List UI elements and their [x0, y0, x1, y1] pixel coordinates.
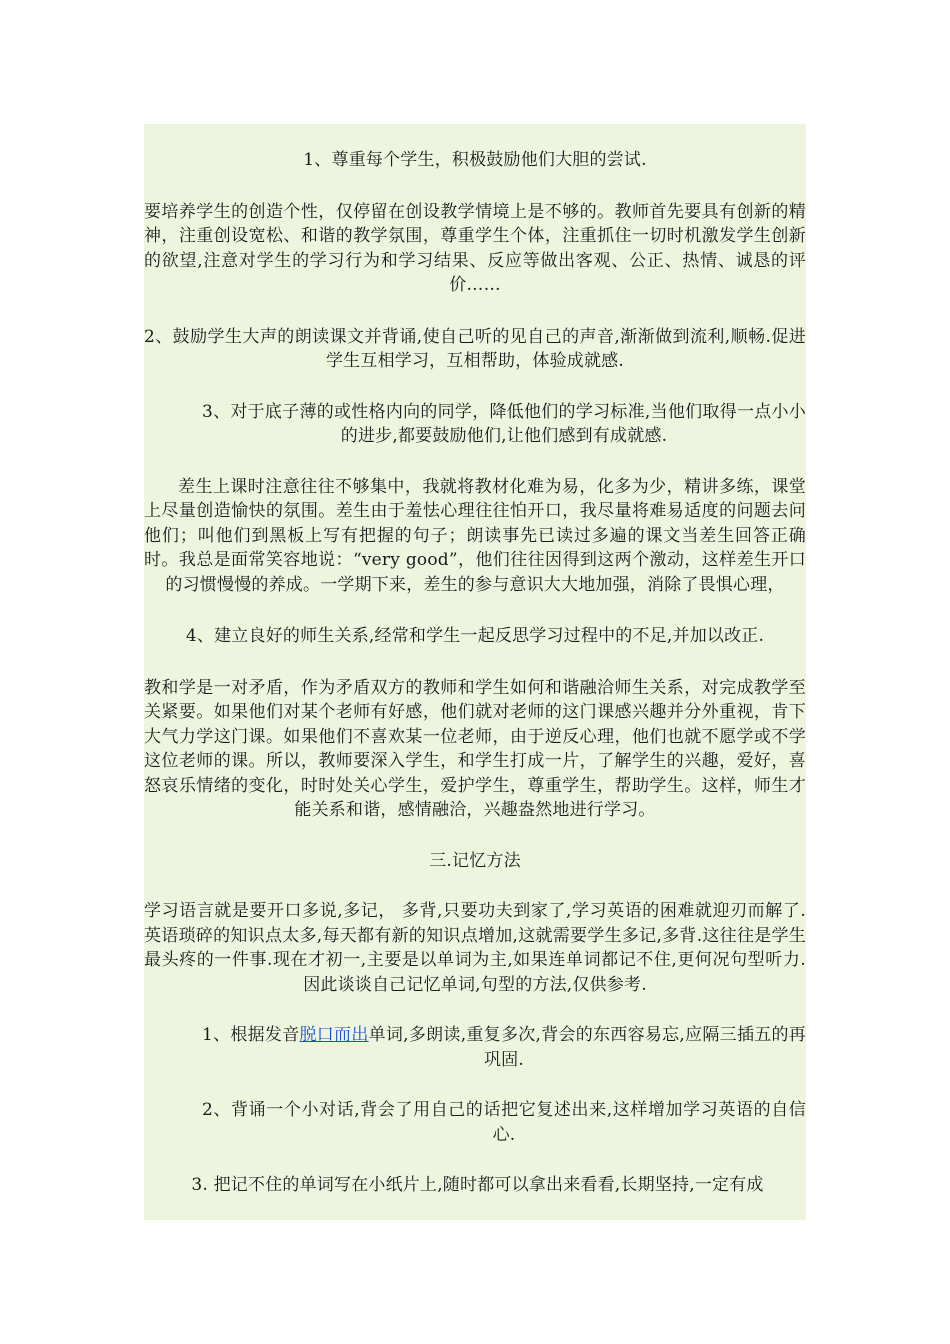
document-page [144, 124, 806, 1220]
memory-point-1-after: 单词,多朗读,重复多次,背会的东西容易忘,应隔三插五的再巩固. [368, 1025, 806, 1070]
paragraph-weak-students: 差生上课时注意往往不够集中，我就将教材化难为易，化多为少，精讲多练，课堂上尽量创造愉快的氛围。差生由于羞怯心理往往怕开口，我尽量将难易适度的问题去问他们；叫他们到黑板上写有把握的句子；朗读事先已读过多遍的课文当差生回答正确时。我总是面常笑容地说：“very good”，他们往往因得到这两个激动，这样差生开口的习惯慢慢的养成。一学期下来，差生的参与意识大大地加强，消除了畏惧心理， [144, 476, 806, 595]
point-1-heading: 1、尊重每个学生，积极鼓励他们大胆的尝试. [303, 150, 647, 170]
point-2-text: 2、鼓励学生大声的朗读课文并背诵,使自己听的见自己的声音,渐渐做到流利,顺畅.促进学生互相学习，互相帮助，体验成就感. [144, 326, 806, 371]
memory-point-2: 2、背诵一个小对话,背会了用自己的话把它复述出来,这样增加学习英语的自信心. [202, 1100, 806, 1145]
memory-point-1 [144, 1023, 806, 1072]
point-3-text: 3、对于底子薄的或性格内向的同学，降低他们的学习标准,当他们取得一点小小的进步,都要鼓励他们,让他们感到有成就感. [202, 401, 806, 446]
paragraph-creativity: 要培养学生的创造个性，仅停留在创设教学情境上是不够的。教师首先要具有创新的精神，注重创设宽松、和谐的教学氛围，尊重学生个体，注重抓住一切时机激发学生创新的欲望,注意对学生的学习行为和学习结果、反应等做出客观、公正、热情、诚恳的评价…… [144, 201, 806, 295]
blurt-link[interactable]: 脱口而出 [299, 1025, 369, 1045]
paragraph-teacher-relation: 教和学是一对矛盾，作为矛盾双方的教师和学生如何和谐融洽师生关系，对完成教学至关紧要。如果他们对某个老师有好感，他们就对老师的这门课感兴趣并分外重视，肯下大气力学这门课。如果他们不喜欢某一位老师，由于逆反心理，他们也就不愿学或不学这位老师的课。所以，教师要深入学生，和学生打成一片，了解学生的兴趣，爱好，喜怒哀乐情绪的变化，时时处关心学生，爱护学生，尊重学生，帮助学生。这样，师生才能关系和谐，感情融洽，兴趣盎然地进行学习。 [144, 677, 806, 820]
point-4-text: 4、建立良好的师生关系,经常和学生一起反思学习过程中的不足,并加以改正. [185, 626, 765, 646]
memory-point-1-before: 1、根据发音 [202, 1025, 300, 1045]
paragraph-memory-intro: 学习语言就是要开口多说,多记， 多背,只要功夫到家了,学习英语的困难就迎刃而解了.英语琐碎的知识点太多,每天都有新的知识点增加,这就需要学生多记,多背.这往往是学生最头疼的一件事.现在才初一,主要是以单词为主,如果连单词都记不住,更何况句型听力.因此谈谈自己记忆单词,句型的方法,仅供参考. [144, 901, 806, 995]
memory-point-3: 3. 把记不住的单词写在小纸片上,随时都可以拿出来看看,长期坚持,一定有成 [191, 1175, 764, 1195]
section-heading-memory: 三.记忆方法 [429, 850, 521, 871]
